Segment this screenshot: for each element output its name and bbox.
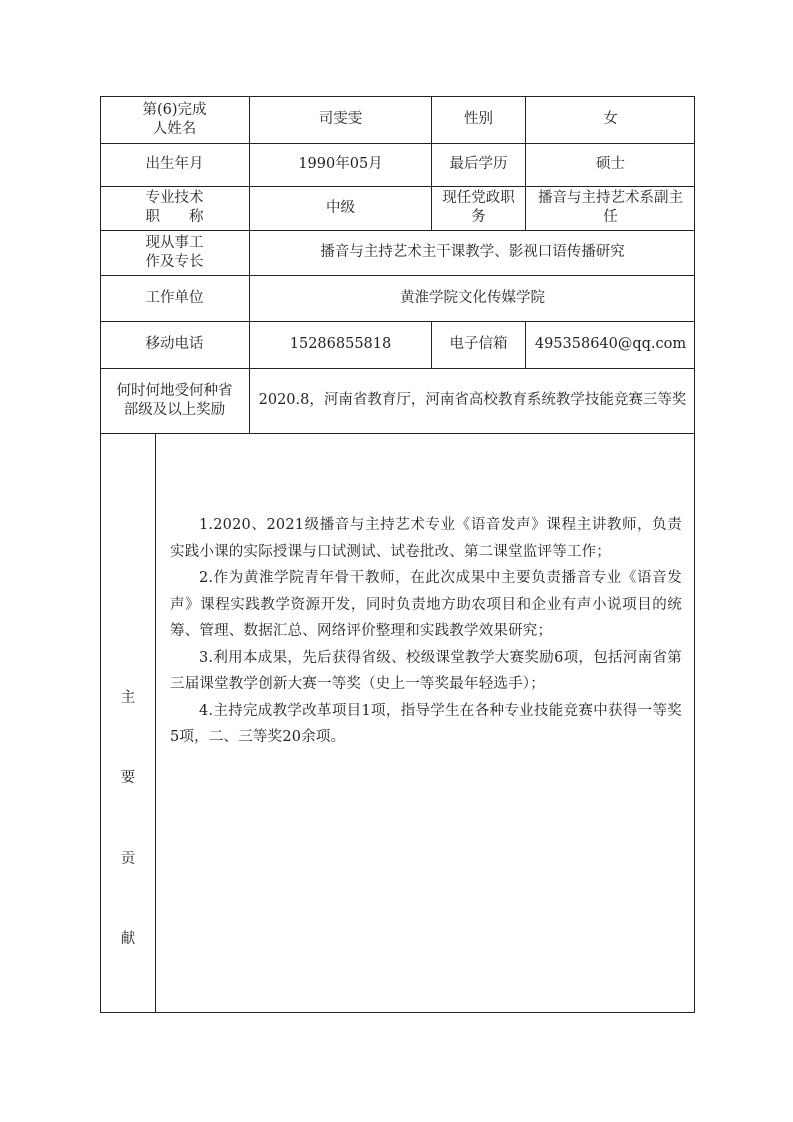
award-label: 何时何地受何种省部级及以上奖励 — [100, 368, 250, 433]
row-name — [100, 96, 695, 143]
title-label: 专业技术职 称 — [100, 186, 250, 230]
name-label: 第(6)完成人姓名 — [100, 96, 250, 143]
name-value: 司雯雯 — [250, 96, 432, 143]
gender-value: 女 — [603, 111, 618, 127]
award-value: 2020.8，河南省教育厅，河南省高校教育系统教学技能竞赛三等奖 — [258, 392, 687, 408]
row-divider — [100, 143, 695, 144]
education-value: 硕士 — [596, 156, 625, 172]
phone-value: 15286855818 — [250, 321, 432, 368]
row-divider — [100, 275, 695, 276]
birth-label: 出生年月 — [100, 143, 250, 186]
row-divider — [100, 230, 695, 231]
contributions-label-char: 贡 — [120, 851, 136, 867]
gender-label: 性别 — [432, 96, 526, 143]
row-unit — [100, 275, 695, 321]
work-value: 播音与主持艺术主干课教学、影视口语传播研究 — [320, 244, 625, 260]
row-birth — [100, 143, 695, 186]
unit-value: 黄淮学院文化传媒学院 — [400, 289, 545, 306]
row-divider — [100, 433, 695, 434]
position-value: 播音与主持艺术系副主任 — [538, 190, 683, 225]
birth-value: 1990年05月 — [250, 143, 432, 186]
contributions-label-char: 献 — [120, 931, 136, 947]
contributions-label-char: 要 — [120, 770, 136, 786]
row-contact — [100, 321, 695, 368]
row-divider — [100, 368, 695, 369]
email-label: 电子信箱 — [432, 321, 526, 368]
row-work — [100, 230, 695, 275]
row-divider — [100, 186, 695, 187]
email-value: 495358640@qq.com — [534, 336, 687, 352]
row-title — [100, 186, 695, 230]
title-value: 中级 — [250, 186, 432, 230]
row-divider — [100, 321, 695, 322]
contribution-item: 3.利用本成果，先后获得省级、校级课堂教学大赛奖励6项，包括河南省第三届课堂教学创新大赛一等奖（史上一等奖最年轻选手）； — [170, 649, 682, 692]
contributions-label-char: 主 — [120, 690, 136, 706]
education-label: 最后学历 — [432, 143, 526, 186]
work-label: 现从事工作及专长 — [100, 230, 250, 275]
phone-label: 移动电话 — [100, 321, 250, 368]
contributions-content — [170, 512, 682, 751]
row-award — [100, 368, 695, 433]
position-label: 现任党政职务 — [432, 186, 526, 230]
contributions-label — [100, 433, 156, 1013]
contribution-item: 1.2020、2021级播音与主持艺术专业《语音发声》课程主讲教师，负责实践小课的实际授课与口试测试、试卷批改、第二课堂监评等工作； — [170, 517, 682, 560]
contribution-item: 2.作为黄淮学院青年骨干教师，在此次成果中主要负责播音专业《语音发声》课程实践教学资源开发，同时负责地方助农项目和企业有声小说项目的统筹、管理、数据汇总、网络评价整理和实践教学效果研究； — [170, 570, 682, 639]
unit-label: 工作单位 — [100, 275, 250, 321]
contribution-item: 4.主持完成教学改革项目1项，指导学生在各种专业技能竞赛中获得一等奖5项，二、三等奖20余项。 — [170, 702, 682, 745]
